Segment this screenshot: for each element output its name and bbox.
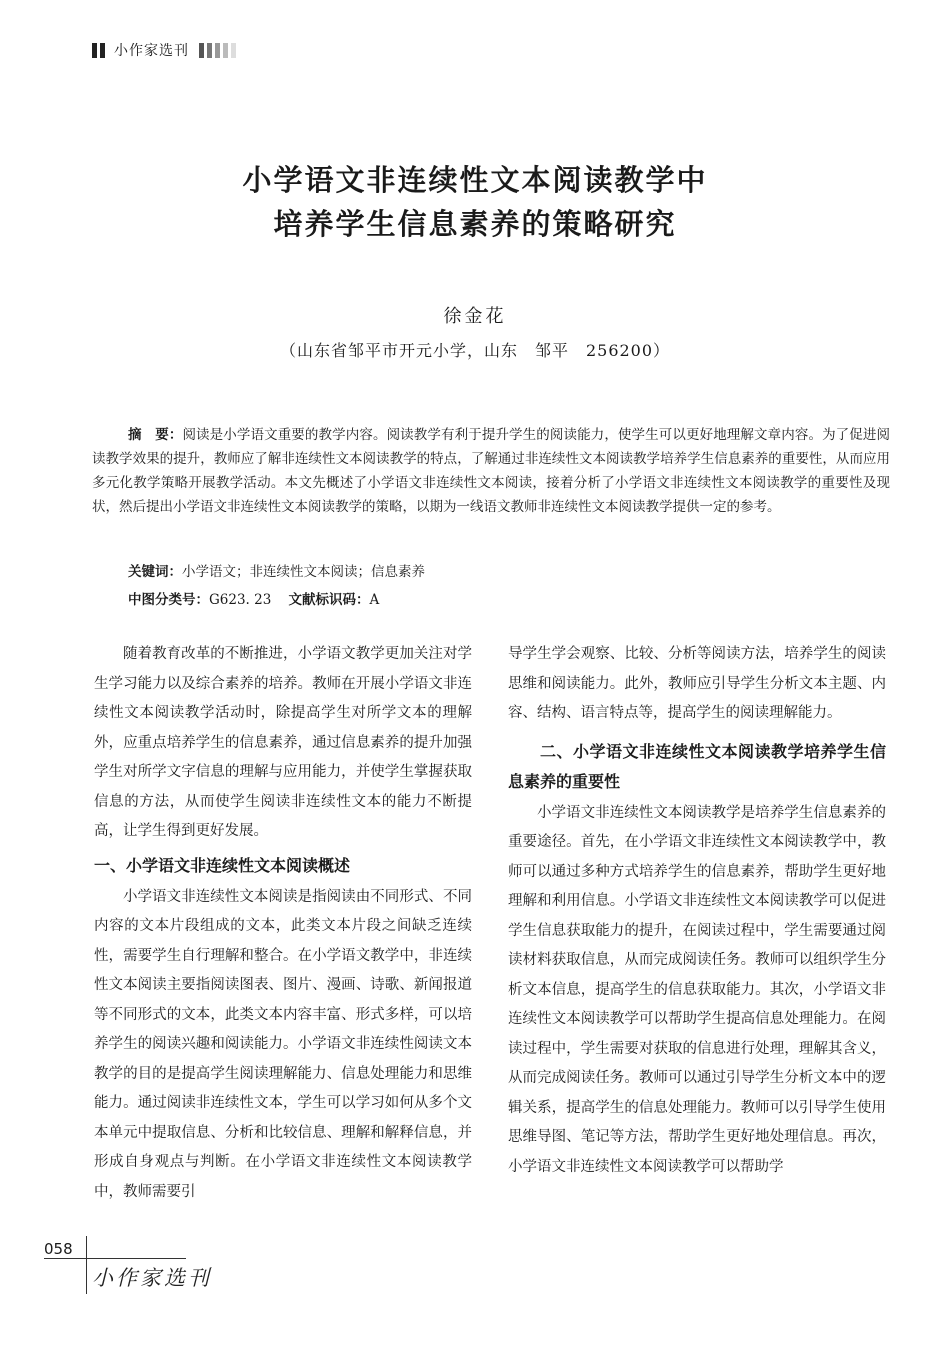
abstract-label: 摘 要： [128, 427, 183, 443]
journal-name: 小作家选刊 [114, 43, 189, 59]
header-bar-mark [223, 43, 228, 58]
keywords-label: 关键词： [128, 564, 182, 580]
paper-title-line-1: 小学语文非连续性文本阅读教学中 [242, 163, 708, 197]
abstract-text: 阅读是小学语文重要的教学内容。阅读教学有利于提升学生的阅读能力，使学生可以更好地理解文章内容。为了促进阅读教学效果的提升，教师应了解非连续性文本阅读教学的特点，了解通过非连续性文本阅读教学培养学生信息素养的重要性，从而应用多元化教学策略开展教学活动。本文先概述了小学语文非连续性文本阅读，接着分析了小学语文非连续性文本阅读教学的重要性及现状，然后提出小学语文非连续性文本阅读教学的策略，以期为一线语文教师非连续性文本阅读教学提供一定的参考。 [92, 427, 890, 515]
classification [128, 588, 379, 612]
page-number: 058 [44, 1240, 73, 1258]
header-bar-mark [231, 43, 236, 58]
header-bar-mark [207, 43, 212, 58]
footer-journal-logo: 小作家选刊 [92, 1266, 212, 1290]
section-1-paragraph: 小学语文非连续性文本阅读是指阅读由不同形式、不同内容的文本片段组成的文本，此类文本片段之间缺乏连续性，需要学生自行理解和整合。在小学语文教学中，非连续性文本阅读主要指阅读图表、图片、漫画、诗歌、新闻报道等不同形式的文本，此类文本内容丰富、形式多样，可以培养学生的阅读兴趣和阅读能力。小学语文非连续性阅读文本教学的目的是提高学生阅读理解能力、信息处理能力和思维能力。通过阅读非连续性文本，学生可以学习如何从多个文本单元中提取信息、分析和比较信息、理解和解释信息，并形成自身观点与判断。在小学语文非连续性文本阅读教学中，教师需要引 [94, 888, 472, 1200]
clc-label: 中图分类号： [128, 592, 209, 608]
header-bar-mark [199, 43, 204, 58]
header-bar-mark [100, 43, 105, 58]
author-affiliation: （山东省邹平市开元小学，山东 邹平 256200） [279, 341, 671, 360]
abstract [92, 423, 890, 519]
section-heading-1: 一、小学语文非连续性文本阅读概述 [94, 855, 351, 875]
intro-paragraph: 随着教育改革的不断推进，小学语文教学更加关注对学生学习能力以及综合素养的培养。教师在开展小学语文非连续性文本阅读教学活动时，除提高学生对所学文本的理解外，应重点培养学生的信息素养，通过信息素养的提升加强学生对所学文字信息的理解与应用能力，并使学生掌握获取信息的方法，从而使学生阅读非连续性文本的能力不断提高，让学生得到更好发展。 [94, 646, 472, 839]
right-column [508, 640, 886, 1182]
section-2-paragraph: 小学语文非连续性文本阅读教学是培养学生信息素养的重要途径。首先，在小学语文非连续性文本阅读教学中，教师可以通过多种方式培养学生的信息素养，帮助学生更好地理解和利用信息。小学语文非连续性文本阅读教学可以促进学生信息获取能力的提升，在阅读过程中，学生需要通过阅读材料获取信息，从而完成阅读任务。教师可以组织学生分析文本信息，提高学生的信息获取能力。其次，小学语文非连续性文本阅读教学可以帮助学生提高信息处理能力。在阅读过程中，学生需要对获取的信息进行处理，理解其含义，从而完成阅读任务。教师可以通过引导学生分析文本中的逻辑关系，提高学生的信息处理能力。教师可以引导学生使用思维导图、笔记等方法，帮助学生更好地处理信息。再次，小学语文非连续性文本阅读教学可以帮助学 [508, 804, 886, 1175]
footer-rule [44, 1258, 186, 1259]
left-column [94, 640, 472, 1207]
running-header [92, 40, 239, 60]
footer-vertical-rule [86, 1236, 87, 1294]
paper-title-line-2: 培养学生信息素养的策略研究 [273, 207, 677, 241]
author-name: 徐金花 [443, 306, 507, 327]
continued-paragraph: 导学生学会观察、比较、分析等阅读方法，培养学生的阅读思维和阅读能力。此外，教师应引导学生分析文本主题、内容、结构、语言特点等，提高学生的阅读理解能力。 [508, 646, 886, 721]
keywords [128, 560, 425, 584]
doc-code-label: 文献标识码： [288, 592, 370, 608]
section-heading-2: 二、小学语文非连续性文本阅读教学培养学生信息素养的重要性 [508, 741, 886, 791]
keywords-text: 小学语文；非连续性文本阅读；信息素养 [182, 564, 425, 580]
clc-code: G623. 23 [209, 592, 272, 608]
header-bar-mark [92, 43, 97, 58]
header-bar-mark [215, 43, 220, 58]
doc-code: A [369, 592, 380, 608]
